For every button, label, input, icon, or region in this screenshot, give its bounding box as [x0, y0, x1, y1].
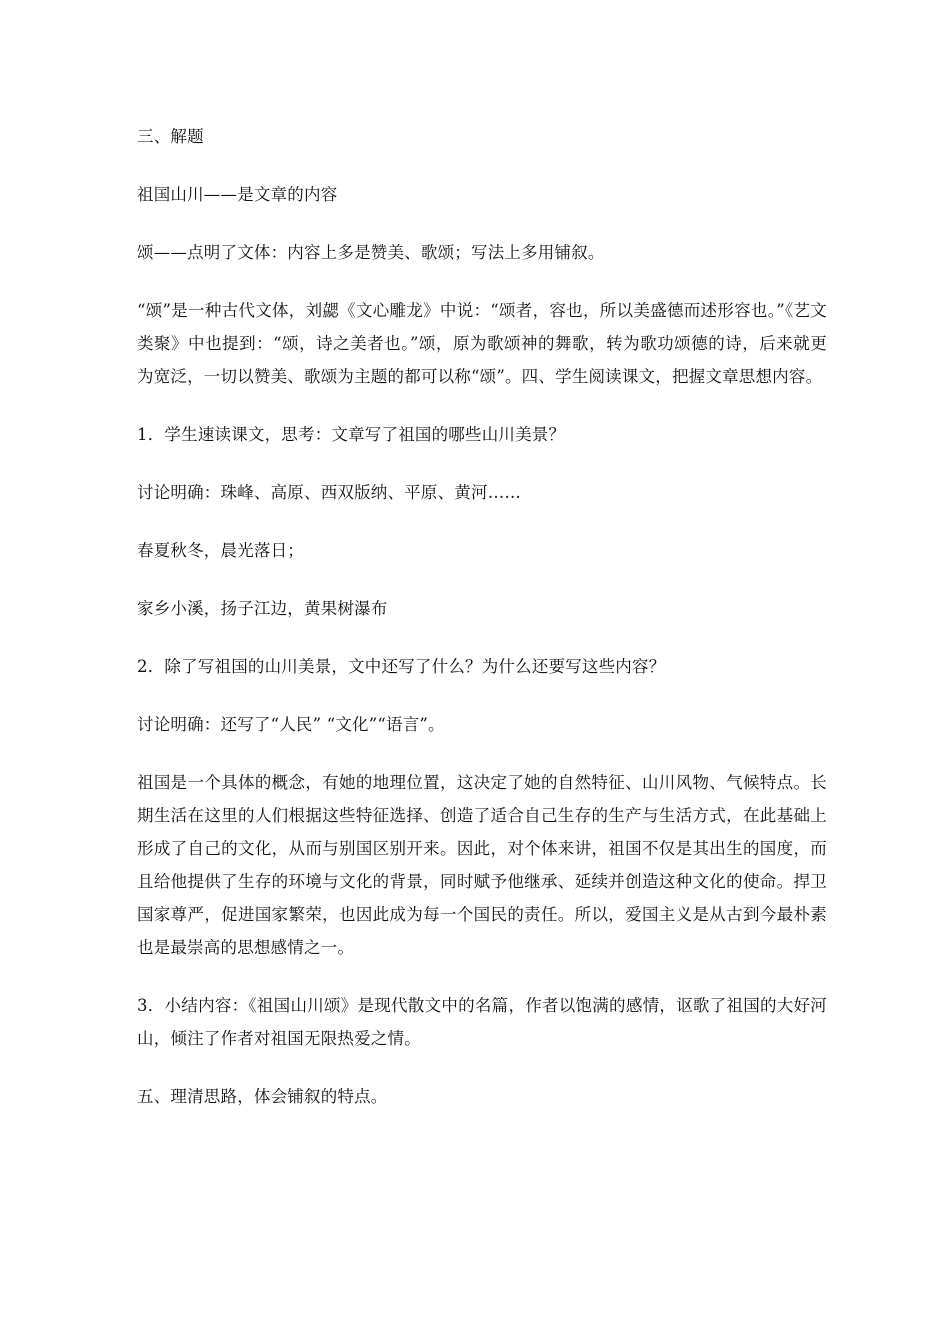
paragraph-genre-note: 颂——点明了文体：内容上多是赞美、歌颂；写法上多用铺叙。: [137, 243, 605, 262]
summary-item-3: 3．小结内容：《祖国山川颂》是现代散文中的名篇，作者以饱满的感情，讴歌了祖国的大好河山，倾注了作者对祖国无限热爱之情。: [137, 996, 827, 1048]
question-1: 1．学生速读课文，思考：文章写了祖国的哪些山川美景？: [137, 425, 566, 444]
paragraph-content-topic: 祖国山川——是文章的内容: [137, 185, 338, 204]
answer-line-landscapes: 家乡小溪，扬子江边，黄果树瀑布: [137, 599, 388, 618]
question-2: 2．除了写祖国的山川美景，文中还写了什么？为什么还要写这些内容？: [137, 657, 666, 676]
section-heading-jieti: 三、解题: [137, 127, 204, 146]
answer-line-seasons: 春夏秋冬，晨光落日；: [137, 541, 304, 560]
document-body: [137, 120, 827, 1138]
paragraph-motherland-concept: 祖国是一个具体的概念，有她的地理位置，这决定了她的自然特征、山川风物、气候特点。长期生活在这里的人们根据这些特征选择、创造了适合自己生存的生产与生活方式，在此基础上形成了自己的文化，从而与别国区别开来。因此，对个体来讲，祖国不仅是其出生的国度，而且给他提供了生存的环境与文化的背景，同时赋予他继承、延续并创造这种文化的使命。捍卫国家尊严，促进国家繁荣，也因此成为每一个国民的责任。所以，爱国主义是从古到今最朴素也是最崇高的思想感情之一。: [137, 773, 827, 957]
paragraph-song-explanation: “颂”是一种古代文体，刘勰《文心雕龙》中说：“颂者，容也，所以美盛德而述形容也。”《艺文类聚》中也提到：“颂，诗之美者也。”颂，原为歌颂神的舞歌，转为歌功颂德的诗，后来就更为宽泛，一切以赞美、歌颂为主题的都可以称“颂”。四、学生阅读课文，把握文章思想内容。: [137, 301, 827, 386]
section-heading-silu: 五、理清思路，体会铺叙的特点。: [137, 1087, 388, 1106]
discussion-answer-1: 讨论明确：珠峰、高原、西双版纳、平原、黄河……: [137, 483, 522, 502]
discussion-answer-2: 讨论明确：还写了“人民” “文化”“语言”。: [137, 715, 445, 734]
